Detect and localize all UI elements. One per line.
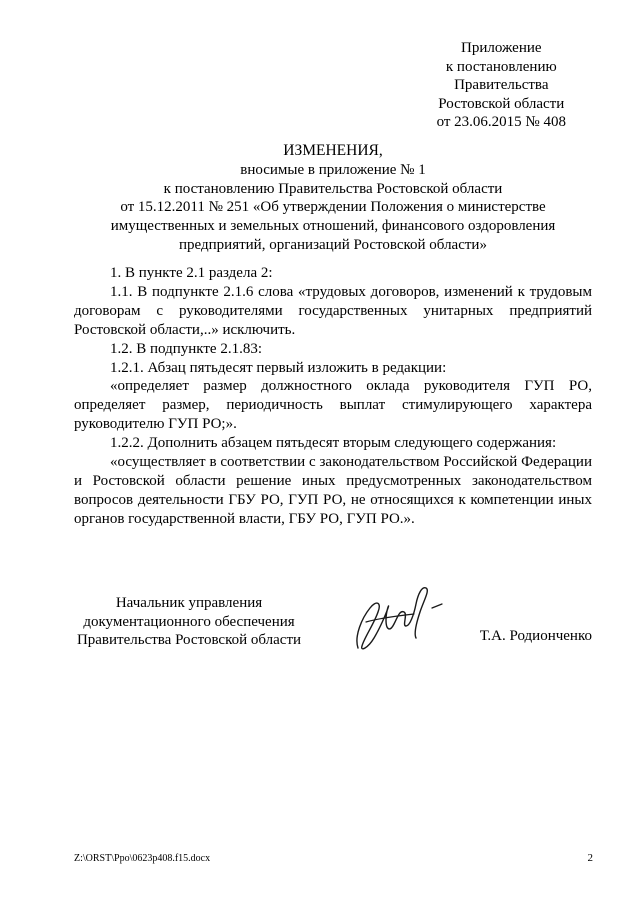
paragraph: 1. В пункте 2.1 раздела 2: xyxy=(110,265,273,281)
document-title: ИЗМЕНЕНИЯ, xyxy=(283,142,383,159)
page-number: 2 xyxy=(587,852,593,864)
appendix-line: Ростовской области xyxy=(438,95,565,112)
document-body xyxy=(74,264,592,529)
paragraph: 1.1. В подпункте 2.1.6 слова «трудовых договоров, изменений к трудовым договорам с руководителями государственных унитарных предприятий Ростовской области,..» исключить. xyxy=(74,283,592,338)
heading-line: вносимые в приложение № 1 xyxy=(240,161,426,178)
heading-line: имущественных и земельных отношений, финансового оздоровления xyxy=(110,218,556,235)
appendix-date-number: от 23.06.2015 № 408 xyxy=(436,114,566,130)
paragraph: 1.2.2. Дополнить абзацем пятьдесят вторым следующего содержания: xyxy=(110,435,557,452)
file-path: Z:\ORST\Ppo\0623p408.f15.docx xyxy=(74,853,211,864)
paragraph: «определяет размер должностного оклада руководителя ГУП РО, определяет размер, периодичность выплат стимулирующего характера руководителю ГУП РО;». xyxy=(74,378,592,433)
position-line: документационного обеспечения xyxy=(83,613,295,630)
document-heading xyxy=(74,142,592,255)
position-line: Начальник управления xyxy=(115,595,263,611)
heading-line: предприятий, организаций Ростовской области» xyxy=(179,236,487,253)
appendix-reference xyxy=(437,39,566,132)
signatory-position xyxy=(74,594,304,650)
position-line: Правительства Ростовской области xyxy=(76,632,302,648)
appendix-line: к постановлению xyxy=(445,58,557,75)
heading-line: к постановлению Правительства Ростовской области xyxy=(163,180,503,197)
handwritten-signature xyxy=(336,578,456,658)
appendix-line: Приложение xyxy=(461,40,542,56)
appendix-line: Правительства xyxy=(454,77,549,93)
paragraph: 1.2. В подпункте 2.1.83: xyxy=(110,340,263,357)
signatory-name: Т.А. Родионченко xyxy=(479,628,592,644)
heading-line: от 15.12.2011 № 251 «Об утверждении Положения о министерстве xyxy=(120,199,546,216)
paragraph: 1.2.1. Абзац пятьдесят первый изложить в редакции: xyxy=(110,359,447,376)
paragraph: «осуществляет в соответствии с законодательством Российской Федерации и Ростовской области решение иных предусмотренных законодательством вопросов деятельности ГБУ РО, ГУП РО, не относящихся к компетенции иных органов государственной власти, ГБУ РО, ГУП РО.». xyxy=(74,454,592,527)
